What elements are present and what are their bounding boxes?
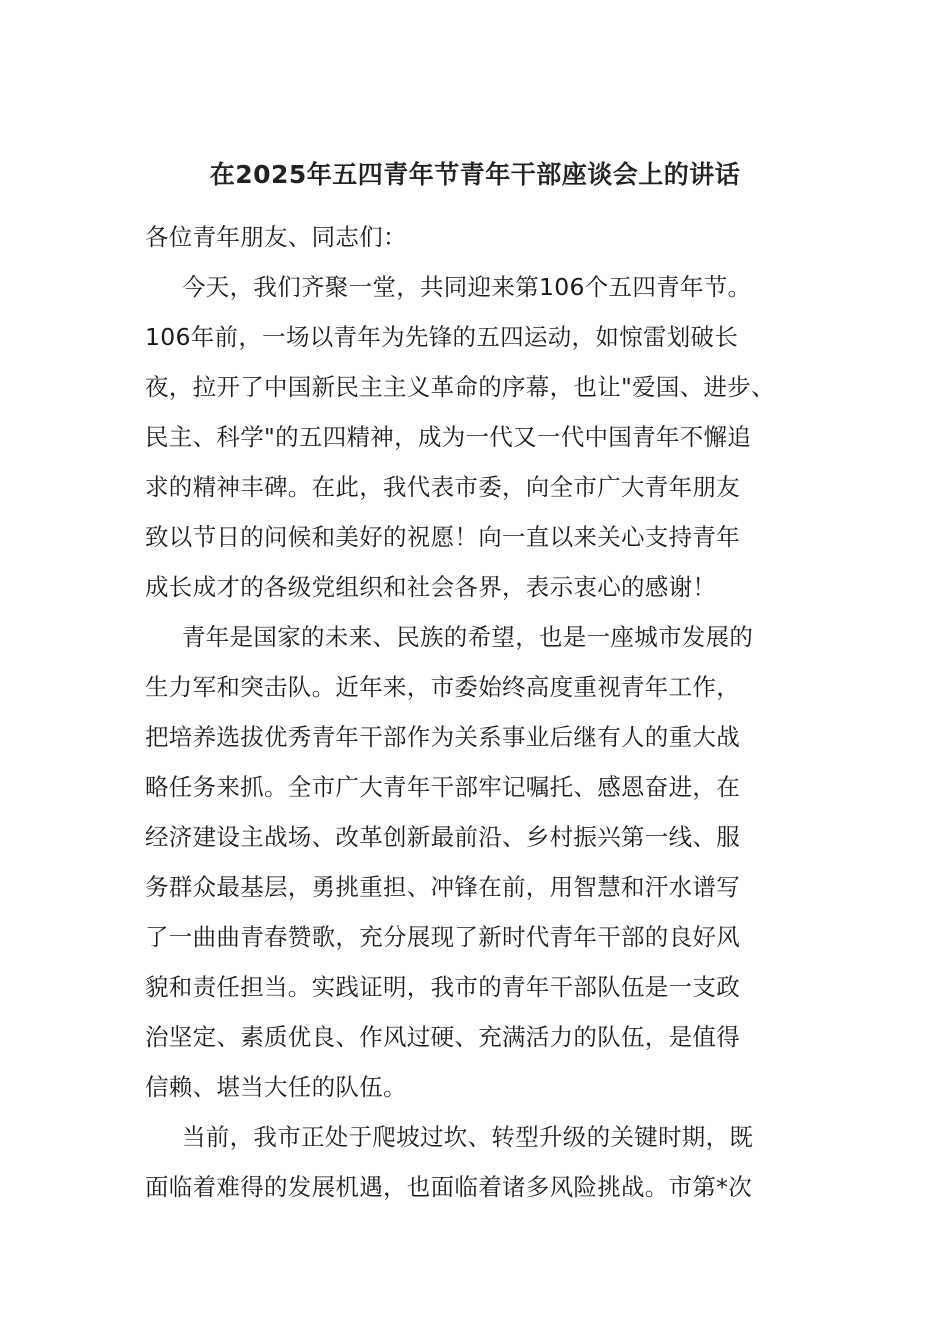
paragraph-line: 夜，拉开了中国新民主主义革命的序幕，也让"爱国、进步、 <box>145 373 775 401</box>
paragraph-line: 了一曲曲青春赞歌，充分展现了新时代青年干部的良好风 <box>145 923 740 951</box>
paragraph-line: 致以节日的问候和美好的祝愿！向一直以来关心支持青年 <box>145 523 740 551</box>
paragraph-line: 信赖、堪当大任的队伍。 <box>145 1073 407 1101</box>
paragraph-line: 生力军和突击队。近年来，市委始终高度重视青年工作， <box>145 673 740 701</box>
paragraph-line: 貌和责任担当。实践证明，我市的青年干部队伍是一支政 <box>145 973 740 1001</box>
salutation: 各位青年朋友、同志们： <box>145 223 407 251</box>
paragraph-line: 106年前，一场以青年为先锋的五四运动，如惊雷划破长 <box>145 323 739 351</box>
paragraph-line: 民主、科学"的五四精神，成为一代又一代中国青年不懈追 <box>145 423 752 451</box>
paragraph-line: 略任务来抓。全市广大青年干部牢记嘱托、感恩奋进，在 <box>145 773 740 801</box>
paragraph-line: 治坚定、素质优良、作风过硬、充满活力的队伍，是值得 <box>145 1023 740 1051</box>
paragraph-line: 成长成才的各级党组织和社会各界，表示衷心的感谢！ <box>145 573 717 601</box>
paragraph-line: 今天，我们齐聚一堂，共同迎来第106个五四青年节。 <box>182 273 752 301</box>
paragraph-line: 当前，我市正处于爬坡过坎、转型升级的关键时期，既 <box>182 1123 754 1151</box>
paragraph-line: 面临着难得的发展机遇，也面临着诸多风险挑战。市第*次 <box>145 1173 753 1201</box>
document-title: 在2025年五四青年节青年干部座谈会上的讲话 <box>209 160 741 189</box>
paragraph-line: 求的精神丰碑。在此，我代表市委，向全市广大青年朋友 <box>145 473 740 501</box>
paragraph-line: 把培养选拔优秀青年干部作为关系事业后继有人的重大战 <box>145 723 740 751</box>
paragraph-line: 青年是国家的未来、民族的希望，也是一座城市发展的 <box>182 623 754 651</box>
paragraph-line: 经济建设主战场、改革创新最前沿、乡村振兴第一线、服 <box>145 823 740 851</box>
paragraph-line: 务群众最基层，勇挑重担、冲锋在前，用智慧和汗水谱写 <box>145 873 740 901</box>
